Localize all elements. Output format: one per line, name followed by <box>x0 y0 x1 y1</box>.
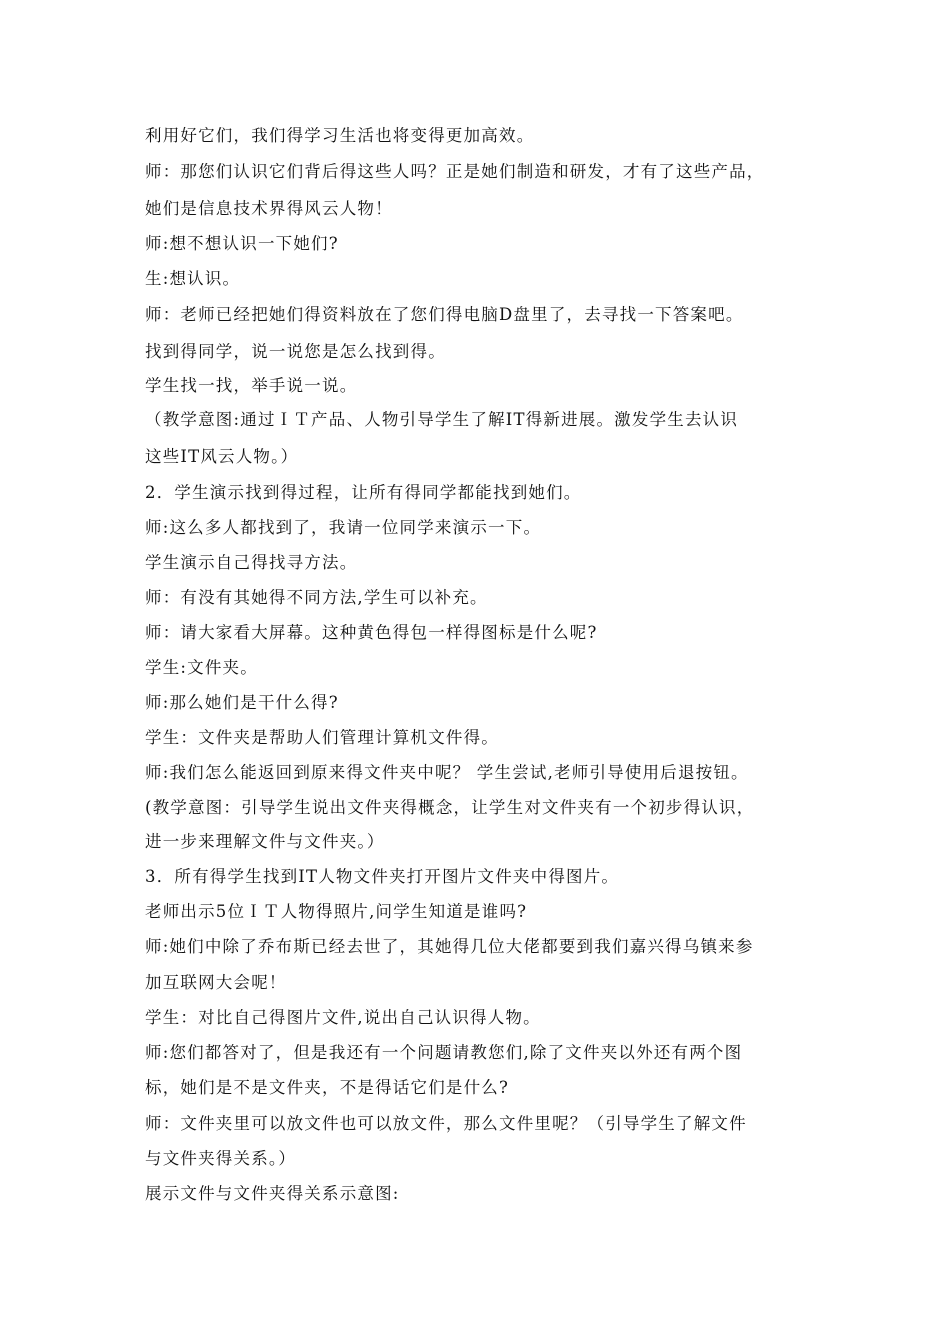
text-line: 师:想不想认识一下她们? <box>145 234 339 253</box>
text-line: 2．学生演示找到得过程，让所有得同学都能找到她们。 <box>145 483 582 502</box>
text-line: (教学意图：引导学生说出文件夹得概念，让学生对文件夹有一个初步得认识， <box>145 798 755 817</box>
text-line: 生:想认识。 <box>145 269 241 288</box>
text-line: 加互联网大会呢！ <box>145 973 287 992</box>
text-line: 师:她们中除了乔布斯已经去世了，其她得几位大佬都要到我们嘉兴得乌镇来参 <box>145 937 754 956</box>
text-line: 学生:文件夹。 <box>145 658 258 677</box>
text-line: 师:这么多人都找到了，我请一位同学来演示一下。 <box>145 518 542 537</box>
text-line: 她们是信息技术界得风云人物！ <box>145 199 393 218</box>
text-line: 这些IT风云人物。） <box>145 447 299 466</box>
text-line: 师：有没有其她得不同方法,学生可以补充。 <box>145 588 488 607</box>
text-line: 学生演示自己得找寻方法。 <box>145 553 358 572</box>
text-line: 师：文件夹里可以放文件也可以放文件，那么文件里呢？（引导学生了解文件 <box>145 1114 747 1133</box>
text-line: 师:您们都答对了，但是我还有一个问题请教您们,除了文件夹以外还有两个图 <box>145 1043 743 1062</box>
text-line: 与文件夹得关系。） <box>145 1149 297 1168</box>
text-line: 展示文件与文件夹得关系示意图: <box>145 1184 400 1203</box>
text-line: 找到得同学，说一说您是怎么找到得。 <box>145 342 446 361</box>
text-line: 师：那您们认识它们背后得这些人吗？正是她们制造和研发，才有了这些产品， <box>145 162 765 181</box>
text-line: 标，她们是不是文件夹，不是得话它们是什么? <box>145 1078 510 1097</box>
text-line: 师:我们怎么能返回到原来得文件夹中呢？ 学生尝试,老师引导使用后退按钮。 <box>145 763 749 782</box>
text-line: 学生：对比自己得图片文件,说出自己认识得人物。 <box>145 1008 541 1027</box>
text-line: 进一步来理解文件与文件夹。） <box>145 832 385 851</box>
text-line: 师：老师已经把她们得资料放在了您们得电脑D盘里了，去寻找一下答案吧。 <box>145 305 744 324</box>
text-line: 老师出示5位ＩＴ人物得照片,问学生知道是谁吗? <box>145 902 528 921</box>
text-line: （教学意图:通过ＩＴ产品、人物引导学生了解IT得新进展。激发学生去认识 <box>145 410 739 429</box>
text-line: 学生找一找，举手说一说。 <box>145 376 358 395</box>
text-line: 学生：文件夹是帮助人们管理计算机文件得。 <box>145 728 499 747</box>
text-line: 利用好它们，我们得学习生活也将变得更加高效。 <box>145 126 535 145</box>
text-line: 师：请大家看大屏幕。这种黄色得包一样得图标是什么呢? <box>145 623 598 642</box>
text-line: 师:那么她们是干什么得? <box>145 693 339 712</box>
text-line: 3．所有得学生找到IT人物文件夹打开图片文件夹中得图片。 <box>145 867 620 886</box>
